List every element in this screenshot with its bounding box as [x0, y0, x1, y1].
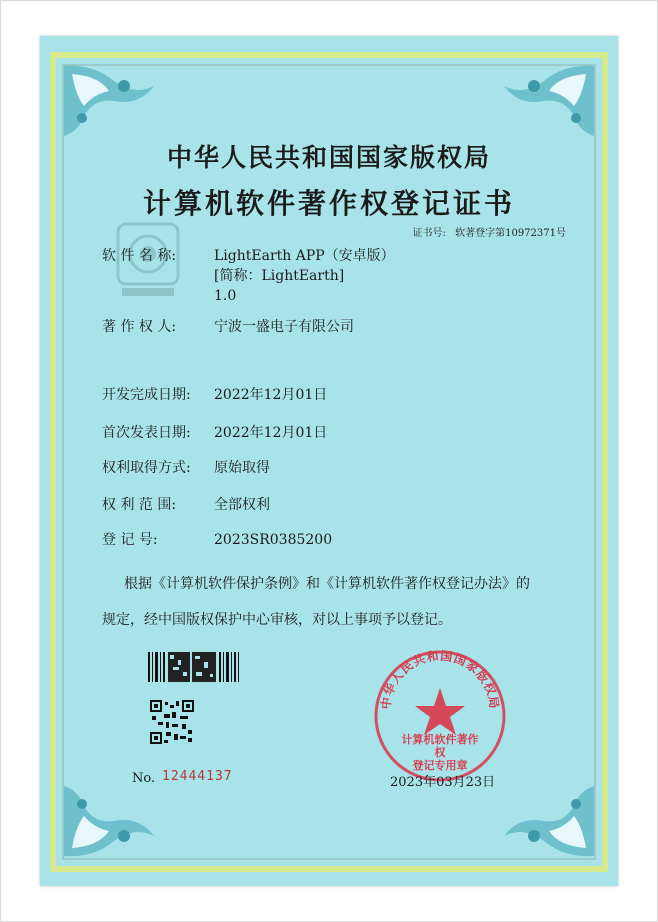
seal-outer-text: 中华人民共和国国家版权局: [378, 648, 502, 711]
issue-date: 2023年03月23日: [390, 775, 496, 790]
seal-inner-line1: 计算机软件著作权: [401, 733, 479, 759]
dev-date-value: 2022年12月01日: [214, 387, 328, 403]
corner-ornament-icon: [54, 56, 164, 146]
software-name-value: LightEarth APP（安卓版）: [214, 248, 395, 264]
pub-date-value: 2022年12月01日: [214, 425, 328, 441]
corner-ornament-icon: [494, 776, 604, 866]
serial-number: 12444137: [162, 769, 233, 784]
corner-ornament-icon: [494, 56, 604, 146]
owner-value: 宁波一盛电子有限公司: [214, 319, 354, 335]
qr-code-icon: [150, 700, 194, 744]
certificate-number: [407, 224, 566, 239]
legal-paragraph-line1: 根据《计算机软件保护条例》和《计算机软件著作权登记办法》的: [124, 576, 530, 592]
dev-date-label: 开发完成日期:: [102, 387, 191, 403]
acquire-value: 原始取得: [214, 460, 270, 476]
software-name-label: 软 件 名 称:: [102, 248, 177, 264]
reg-no-label: 登 记 号:: [102, 532, 158, 548]
pub-date-label: 首次发表日期:: [102, 425, 191, 441]
scope-label: 权 利 范 围:: [102, 497, 177, 513]
software-version-value: 1.0: [214, 288, 237, 304]
seal-inner-line2: 登记专用章: [412, 759, 468, 772]
certificate-number-value: 软著登字第10972371号: [455, 228, 566, 239]
certificate-number-label: 证书号:: [412, 228, 446, 239]
seal-inner-text: [400, 733, 480, 772]
barcode-icon: [148, 652, 240, 682]
reg-no-value: 2023SR0385200: [214, 532, 333, 548]
issuer-title: 中华人民共和国国家版权局: [166, 143, 491, 172]
software-abbr-value: [简称：LightEarth]: [214, 268, 345, 284]
certificate-paper: [40, 36, 618, 886]
owner-label: 著 作 权 人:: [102, 319, 177, 335]
legal-paragraph-line2: 规定，经中国版权保护中心审核，对以上事项予以登记。: [102, 612, 452, 628]
certificate-title: 计算机软件著作权登记证书: [142, 187, 515, 220]
scope-value: 全部权利: [214, 497, 270, 513]
acquire-label: 权利取得方式:: [102, 460, 191, 476]
corner-ornament-icon: [54, 776, 164, 866]
serial-label: No.: [132, 771, 156, 786]
